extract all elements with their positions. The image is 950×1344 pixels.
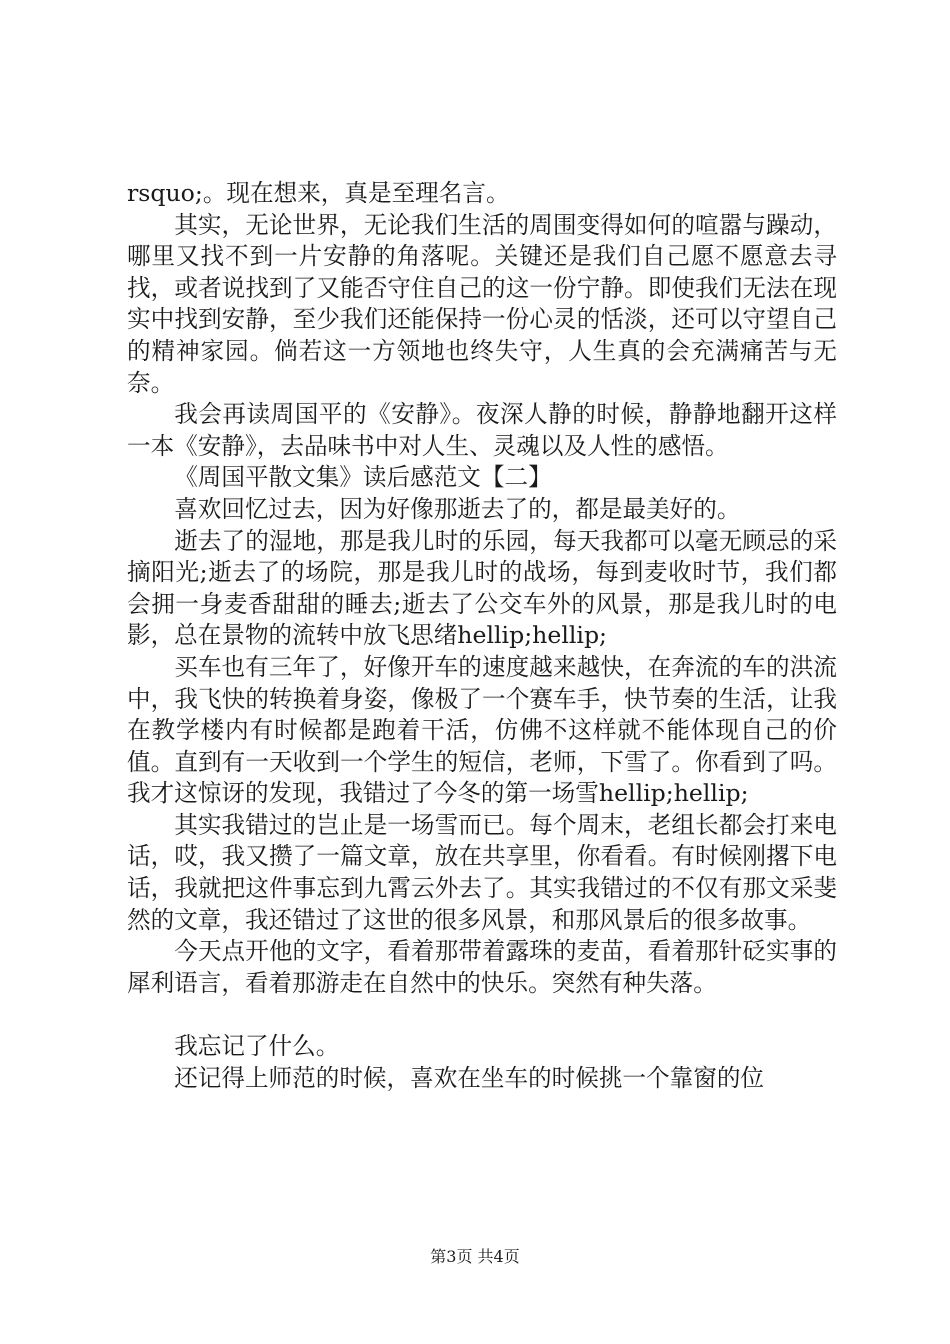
page-footer: 第3页 共4页 xyxy=(430,1247,520,1266)
paragraph: 喜欢回忆过去，因为好像那逝去了的，都是最美好的。 xyxy=(174,494,741,523)
paragraph: 还记得上师范的时候，喜欢在坐车的时候挑一个靠窗的位 xyxy=(174,1063,765,1092)
paragraph: 今天点开他的文字，看着那带着露珠的麦苗，看着那针砭实事的犀利语言，看着那游走在自然中的快乐。突然有种失落。 xyxy=(127,937,837,997)
paragraph: 我忘记了什么。 xyxy=(174,1032,340,1061)
paragraph: 买车也有三年了，好像开车的速度越来越快，在奔流的车的洪流中，我飞快的转换着身姿，像极了一个赛车手，快节奏的生活，让我在教学楼内有时候都是跑着干活，仿佛不这样就不能体现自己的价值。直到有一天收到一个学生的短信，老师，下雪了。你看到了吗。我才这惊讶的发现，我错过了今冬的第一场雪hellip;hellip; xyxy=(127,652,837,808)
paragraph: 其实，无论世界，无论我们生活的周围变得如何的喧嚣与躁动，哪里又找不到一片安静的角落呢。关键还是我们自己愿不愿意去寻找，或者说找到了又能否守住自己的这一份宁静。即使我们无法在现实中找到安静，至少我们还能保持一份心灵的恬淡，还可以守望自己的精神家园。倘若这一方领地也终失守，人生真的会充满痛苦与无奈。 xyxy=(127,210,837,397)
section-heading: 《周国平散文集》读后感范文【二】 xyxy=(174,463,552,492)
paragraph-continuation: rsquo;。现在想来，真是至理名言。 xyxy=(127,179,510,207)
body-text xyxy=(127,178,837,1094)
paragraph: 逝去了的湿地，那是我儿时的乐园，每天我都可以毫无顾忌的采摘阳光;逝去了的场院，那是我儿时的战场，每到麦收时节，我们都会拥一身麦香甜甜的睡去;逝去了公交车外的风景，那是我儿时的电影，总在景物的流转中放飞思绪hellip;hellip; xyxy=(127,526,837,650)
paragraph: 其实我错过的岂止是一场雪而已。每个周末，老组长都会打来电话，哎，我又攒了一篇文章，放在共享里，你看看。有时候刚撂下电话，我就把这件事忘到九霄云外去了。其实我错过的不仅有那文采斐然的文章，我还错过了这世的很多风景，和那风景后的很多故事。 xyxy=(127,810,837,934)
paragraph: 我会再读周国平的《安静》。夜深人静的时候，静静地翻开这样一本《安静》，去品味书中对人生、灵魂以及人性的感悟。 xyxy=(127,400,837,460)
